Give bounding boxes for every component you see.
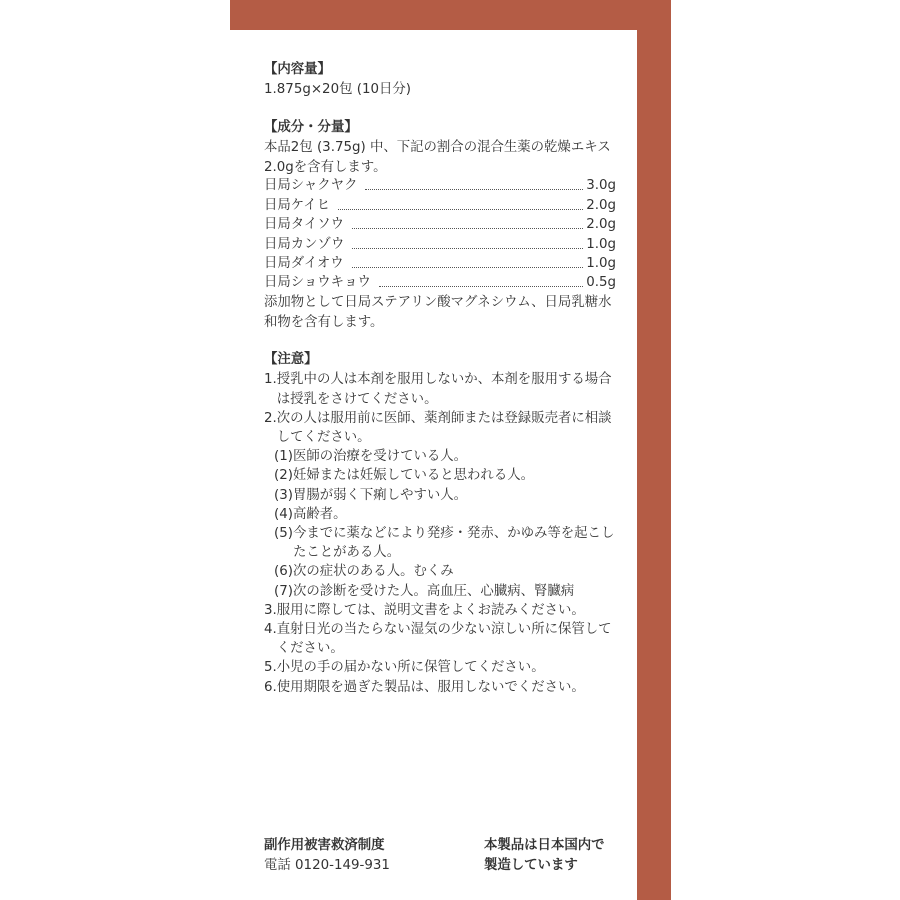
caution-subitem	[264, 486, 616, 505]
ingredient-row	[264, 255, 616, 274]
subitem-text: 次の症状のある人。むくみ	[292, 564, 454, 580]
ingredients-heading: 【成分・分量】	[264, 120, 358, 135]
contents-section	[264, 60, 616, 100]
ingredient-name: 日局タイソウ	[264, 217, 345, 233]
made-in-japan-note	[484, 836, 605, 875]
caution-number: 6.	[264, 679, 277, 695]
caution-subitem	[264, 447, 616, 466]
ingredient-name: 日局ショウキョウ	[264, 275, 371, 291]
label-content	[264, 60, 616, 697]
caution-item	[264, 658, 616, 677]
caution-number: 2.	[264, 410, 277, 426]
caution-subitem	[264, 505, 616, 524]
leader-dots	[379, 286, 583, 287]
ingredient-row	[264, 196, 616, 215]
caution-item	[264, 678, 616, 697]
caution-text: 次の人は服用前に医師、薬剤師または登録販売者に相談してください。	[276, 410, 612, 445]
caution-subitem	[264, 466, 616, 485]
ingredient-amount: 2.0g	[586, 197, 616, 213]
subitem-number: (7)	[274, 583, 293, 599]
subitem-number: (5)	[274, 525, 293, 541]
ingredient-row	[264, 177, 616, 196]
leader-dots	[338, 209, 583, 210]
caution-number: 5.	[264, 660, 277, 676]
caution-text: 小児の手の届かない所に保管してください。	[276, 660, 545, 676]
ingredient-amount: 1.0g	[586, 236, 616, 252]
caution-text: 直射日光の当たらない湿気の少ない涼しい所に保管してください。	[276, 621, 612, 657]
made-in-japan-line2: 製造しています	[484, 857, 578, 873]
ingredient-row	[264, 274, 616, 293]
caution-number: 4.	[264, 621, 277, 637]
ingredient-row	[264, 216, 616, 235]
subitem-text: 胃腸が弱く下痢しやすい人。	[292, 487, 468, 503]
contents-value: 1.875g×20包 (10日分)	[264, 82, 412, 97]
right-color-band	[637, 0, 671, 900]
top-color-band	[230, 0, 671, 30]
subitem-text: 今までに薬などにより発疹・発赤、かゆみ等を起こしたことがある人。	[292, 525, 615, 561]
ingredient-list	[264, 177, 616, 293]
cautions-heading: 【注意】	[264, 352, 318, 368]
subitem-number: (4)	[274, 506, 293, 522]
ingredient-name: 日局ダイオウ	[264, 255, 344, 271]
caution-subitem	[264, 524, 616, 562]
additives-text: 添加物として日局ステアリン酸マグネシウム、日局乳糖水和物を含有します。	[264, 295, 612, 330]
caution-item	[264, 601, 616, 620]
caution-number: 1.	[264, 372, 277, 388]
cautions-section	[264, 350, 616, 696]
made-in-japan-line1: 本製品は日本国内で	[484, 838, 605, 853]
caution-item	[264, 620, 616, 658]
caution-text: 使用期限を過ぎた製品は、服用しないでください。	[276, 679, 585, 695]
subitem-number: (6)	[274, 564, 293, 580]
ingredient-row	[264, 235, 616, 254]
caution-text: 授乳中の人は本剤を服用しないか、本剤を服用する場合は授乳をさけてください。	[276, 372, 612, 407]
ingredients-section	[264, 118, 616, 332]
contents-heading: 【内容量】	[264, 62, 331, 77]
leader-dots	[352, 228, 583, 229]
ingredient-amount: 0.5g	[586, 275, 616, 291]
ingredient-name: 日局カンゾウ	[264, 236, 345, 252]
ingredient-amount: 2.0g	[586, 217, 616, 233]
leader-dots	[365, 189, 583, 190]
ingredients-intro: 本品2包 (3.75g) 中、下記の割合の混合生薬の乾燥エキス2.0gを含有します。	[264, 140, 611, 175]
caution-number: 3.	[264, 602, 277, 618]
caution-item	[264, 409, 616, 447]
leader-dots	[352, 267, 584, 268]
subitem-text: 妊婦または妊娠していると思われる人。	[292, 468, 534, 484]
subitem-number: (3)	[274, 487, 293, 503]
ingredient-name: 日局シャクヤク	[264, 178, 358, 194]
ingredient-amount: 3.0g	[586, 178, 616, 194]
leader-dots	[352, 248, 583, 249]
caution-item	[264, 370, 616, 408]
caution-text: 服用に際しては、説明文書をよくお読みください。	[276, 602, 585, 618]
subitem-number: (1)	[274, 449, 293, 465]
ingredient-amount: 1.0g	[586, 255, 616, 271]
relief-system-info	[264, 836, 390, 875]
subitem-text: 次の診断を受けた人。高血圧、心臓病、腎臓病	[292, 583, 575, 599]
relief-system-title: 副作用被害救済制度	[264, 838, 385, 853]
relief-system-phone: 電話 0120-149-931	[264, 857, 390, 873]
subitem-text: 高齢者。	[292, 506, 347, 522]
caution-subitem	[264, 582, 616, 601]
subitem-text: 医師の治療を受けている人。	[292, 449, 468, 465]
ingredient-name: 日局ケイヒ	[264, 197, 331, 213]
subitem-number: (2)	[274, 468, 293, 484]
caution-subitem	[264, 562, 616, 581]
